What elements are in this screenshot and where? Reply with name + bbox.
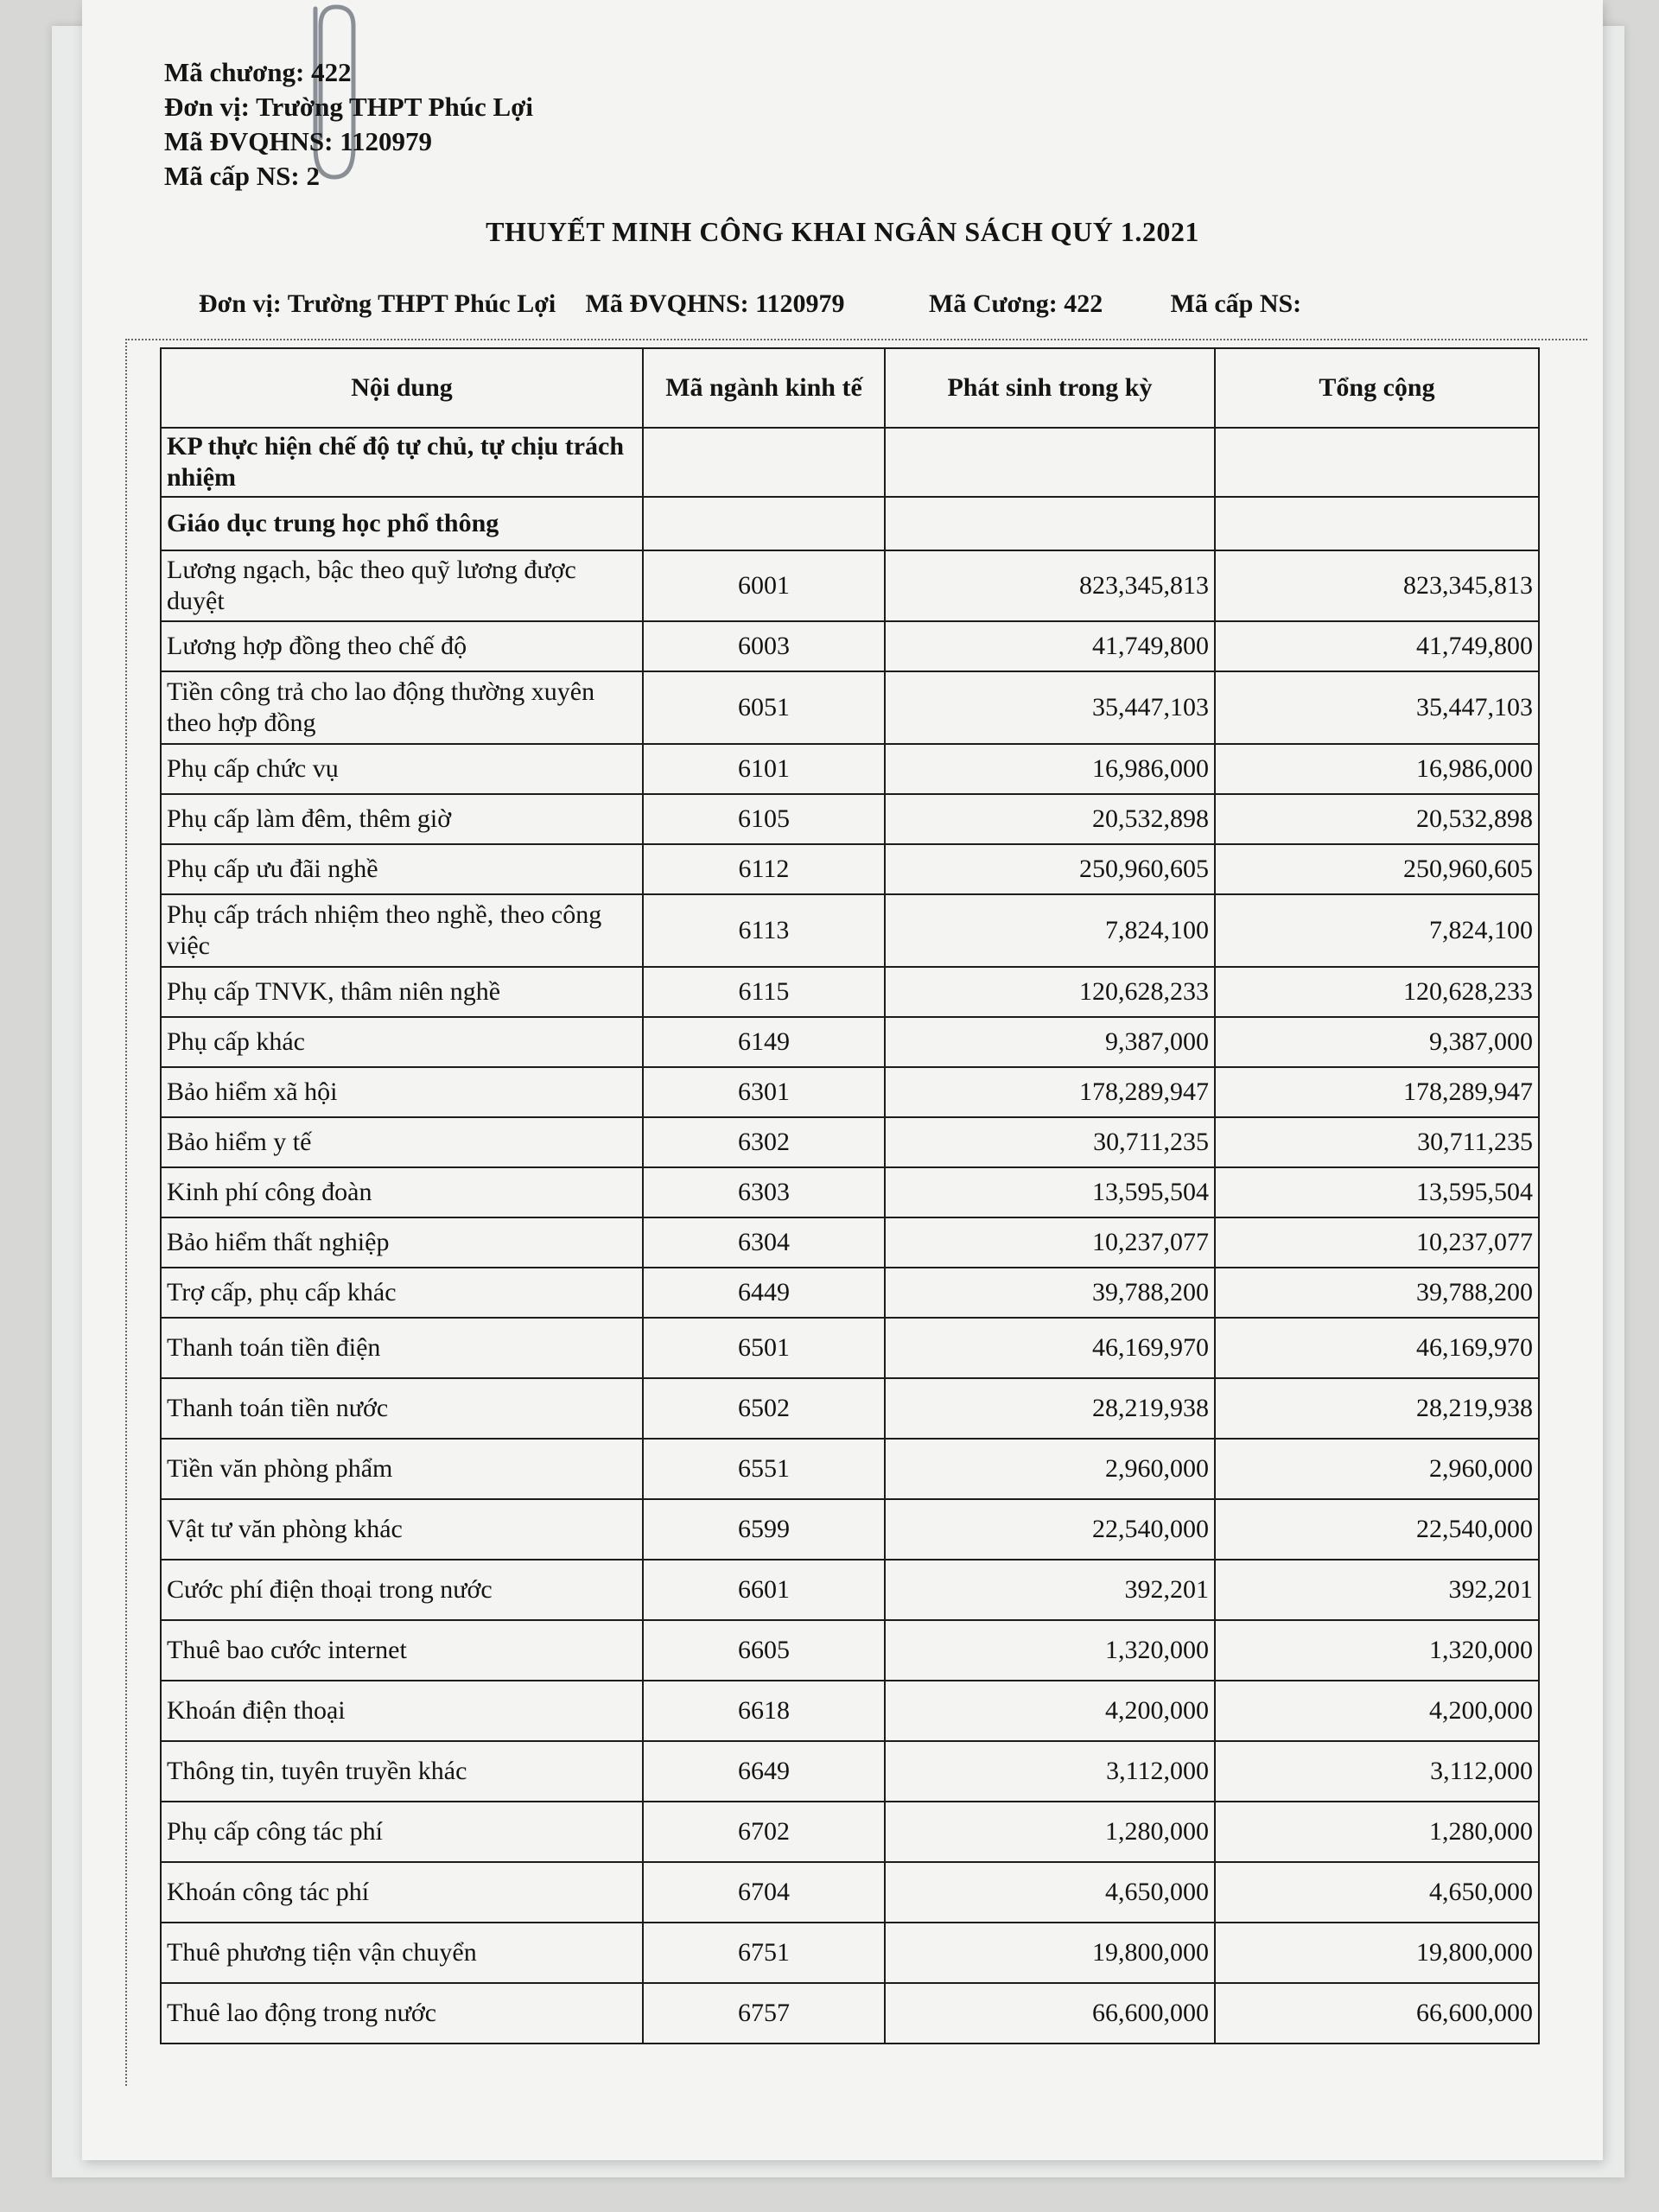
row-economic-code: 6502 [643,1378,885,1439]
table-row [161,1802,1539,1862]
row-period-amount: 46,169,970 [885,1318,1215,1378]
row-total: 392,201 [1215,1560,1539,1620]
row-total: 30,711,235 [1215,1117,1539,1167]
empty-cell [885,428,1215,497]
row-economic-code: 6649 [643,1741,885,1802]
row-total: 4,200,000 [1215,1681,1539,1741]
row-content: Tiền công trả cho lao động thường xuyên theo hợp đồng [161,671,643,744]
table-row [161,1378,1539,1439]
row-total: 16,986,000 [1215,744,1539,794]
row-period-amount: 35,447,103 [885,671,1215,744]
row-economic-code: 6605 [643,1620,885,1681]
row-economic-code: 6149 [643,1017,885,1067]
row-period-amount: 20,532,898 [885,794,1215,844]
budget-level: Mã cấp NS: 2 [164,161,320,191]
table-row [161,1439,1539,1499]
row-content: Bảo hiểm y tế [161,1117,643,1167]
group-label: KP thực hiện chế độ tự chủ, tự chịu trách nhiệm [161,428,643,497]
row-period-amount: 250,960,605 [885,844,1215,894]
table-row [161,1620,1539,1681]
row-economic-code: 6599 [643,1499,885,1560]
row-total: 10,237,077 [1215,1217,1539,1268]
row-economic-code: 6301 [643,1067,885,1117]
table-row [161,1268,1539,1318]
row-content: Tiền văn phòng phẩm [161,1439,643,1499]
row-total: 39,788,200 [1215,1268,1539,1318]
row-economic-code: 6105 [643,794,885,844]
table-row [161,894,1539,967]
empty-cell [885,497,1215,550]
table-row [161,1741,1539,1802]
group-label: Giáo dục trung học phổ thông [161,497,643,550]
row-total: 4,650,000 [1215,1862,1539,1923]
table-row [161,967,1539,1017]
group-row [161,428,1539,497]
empty-cell [643,428,885,497]
subheader-level: Mã cấp NS: [1170,289,1302,318]
row-period-amount: 7,824,100 [885,894,1215,967]
row-period-amount: 66,600,000 [885,1983,1215,2044]
row-content: Vật tư văn phòng khác [161,1499,643,1560]
row-period-amount: 28,219,938 [885,1378,1215,1439]
row-total: 13,595,504 [1215,1167,1539,1217]
header-period-amount: Phát sinh trong kỳ [885,348,1215,428]
row-period-amount: 10,237,077 [885,1217,1215,1268]
table-header-row [161,348,1539,428]
row-economic-code: 6551 [643,1439,885,1499]
row-total: 2,960,000 [1215,1439,1539,1499]
budget-table [160,347,1540,2044]
row-content: Kinh phí công đoàn [161,1167,643,1217]
row-content: Phụ cấp làm đêm, thêm giờ [161,794,643,844]
row-period-amount: 3,112,000 [885,1741,1215,1802]
row-total: 46,169,970 [1215,1318,1539,1378]
row-content: Phụ cấp chức vụ [161,744,643,794]
table-row [161,1681,1539,1741]
row-content: Thuê phương tiện vận chuyển [161,1923,643,1983]
row-total: 823,345,813 [1215,550,1539,621]
row-period-amount: 392,201 [885,1560,1215,1620]
subheader-unit: Đơn vị: Trường THPT Phúc Lợi [199,289,556,318]
table-row [161,1067,1539,1117]
unit-name: Đơn vị: Trường THPT Phúc Lợi [164,92,533,122]
row-total: 1,280,000 [1215,1802,1539,1862]
table-row [161,794,1539,844]
row-economic-code: 6101 [643,744,885,794]
row-period-amount: 30,711,235 [885,1117,1215,1167]
row-period-amount: 39,788,200 [885,1268,1215,1318]
row-content: Thuê bao cước internet [161,1620,643,1681]
table-row [161,744,1539,794]
row-total: 35,447,103 [1215,671,1539,744]
row-content: Phụ cấp công tác phí [161,1802,643,1862]
row-content: Phụ cấp trách nhiệm theo nghề, theo công việc [161,894,643,967]
row-content: Trợ cấp, phụ cấp khác [161,1268,643,1318]
row-total: 7,824,100 [1215,894,1539,967]
row-content: Bảo hiểm thất nghiệp [161,1217,643,1268]
subheader-code: Mã ĐVQHNS: 1120979 [585,289,845,318]
document-page [82,0,1603,2160]
row-content: Phụ cấp TNVK, thâm niên nghề [161,967,643,1017]
row-total: 1,320,000 [1215,1620,1539,1681]
document-header [164,55,533,194]
row-period-amount: 16,986,000 [885,744,1215,794]
row-content: Bảo hiểm xã hội [161,1067,643,1117]
empty-cell [1215,497,1539,550]
row-content: Thông tin, tuyên truyền khác [161,1741,643,1802]
empty-cell [1215,428,1539,497]
row-total: 20,532,898 [1215,794,1539,844]
table-row [161,1167,1539,1217]
table-row [161,1017,1539,1067]
row-content: Thuê lao động trong nước [161,1983,643,2044]
row-period-amount: 1,320,000 [885,1620,1215,1681]
row-period-amount: 4,200,000 [885,1681,1215,1741]
row-total: 19,800,000 [1215,1923,1539,1983]
row-content: Thanh toán tiền điện [161,1318,643,1378]
row-total: 66,600,000 [1215,1983,1539,2044]
row-period-amount: 41,749,800 [885,621,1215,671]
row-economic-code: 6001 [643,550,885,621]
unit-budget-code: Mã ĐVQHNS: 1120979 [164,126,432,156]
row-total: 22,540,000 [1215,1499,1539,1560]
table-row [161,1923,1539,1983]
row-economic-code: 6302 [643,1117,885,1167]
table-row [161,1217,1539,1268]
header-content: Nội dung [161,348,643,428]
table-subheader [199,289,1301,319]
subheader-chapter: Mã Cương: 422 [929,289,1103,318]
row-economic-code: 6757 [643,1983,885,2044]
row-economic-code: 6303 [643,1167,885,1217]
row-period-amount: 22,540,000 [885,1499,1215,1560]
row-economic-code: 6702 [643,1802,885,1862]
table-row [161,1499,1539,1560]
table-row [161,1862,1539,1923]
table-row [161,1318,1539,1378]
table-row [161,844,1539,894]
row-economic-code: 6115 [643,967,885,1017]
group-row [161,497,1539,550]
row-economic-code: 6618 [643,1681,885,1741]
table-row [161,550,1539,621]
table-row [161,1983,1539,2044]
row-economic-code: 6003 [643,621,885,671]
row-economic-code: 6751 [643,1923,885,1983]
row-economic-code: 6051 [643,671,885,744]
row-content: Lương hợp đồng theo chế độ [161,621,643,671]
row-content: Khoán công tác phí [161,1862,643,1923]
page-title: THUYẾT MINH CÔNG KHAI NGÂN SÁCH QUÝ 1.2021 [486,216,1199,247]
table-row [161,621,1539,671]
row-total: 250,960,605 [1215,844,1539,894]
row-content: Phụ cấp khác [161,1017,643,1067]
row-period-amount: 13,595,504 [885,1167,1215,1217]
row-content: Cước phí điện thoại trong nước [161,1560,643,1620]
table-row [161,1560,1539,1620]
row-total: 9,387,000 [1215,1017,1539,1067]
table-row [161,671,1539,744]
row-content: Khoán điện thoại [161,1681,643,1741]
table-row [161,1117,1539,1167]
row-economic-code: 6501 [643,1318,885,1378]
row-period-amount: 4,650,000 [885,1862,1215,1923]
row-economic-code: 6449 [643,1268,885,1318]
row-content: Phụ cấp ưu đãi nghề [161,844,643,894]
row-period-amount: 2,960,000 [885,1439,1215,1499]
row-content: Thanh toán tiền nước [161,1378,643,1439]
row-total: 120,628,233 [1215,967,1539,1017]
row-economic-code: 6304 [643,1217,885,1268]
row-economic-code: 6704 [643,1862,885,1923]
row-total: 178,289,947 [1215,1067,1539,1117]
chapter-code: Mã chương: 422 [164,57,352,87]
header-economic-code: Mã ngành kinh tế [643,348,885,428]
header-total: Tổng cộng [1215,348,1539,428]
row-total: 41,749,800 [1215,621,1539,671]
row-period-amount: 823,345,813 [885,550,1215,621]
row-economic-code: 6601 [643,1560,885,1620]
row-period-amount: 1,280,000 [885,1802,1215,1862]
row-total: 28,219,938 [1215,1378,1539,1439]
row-period-amount: 120,628,233 [885,967,1215,1017]
row-economic-code: 6113 [643,894,885,967]
row-content: Lương ngạch, bậc theo quỹ lương được duyệt [161,550,643,621]
empty-cell [643,497,885,550]
row-total: 3,112,000 [1215,1741,1539,1802]
row-period-amount: 178,289,947 [885,1067,1215,1117]
row-period-amount: 9,387,000 [885,1017,1215,1067]
row-economic-code: 6112 [643,844,885,894]
row-period-amount: 19,800,000 [885,1923,1215,1983]
